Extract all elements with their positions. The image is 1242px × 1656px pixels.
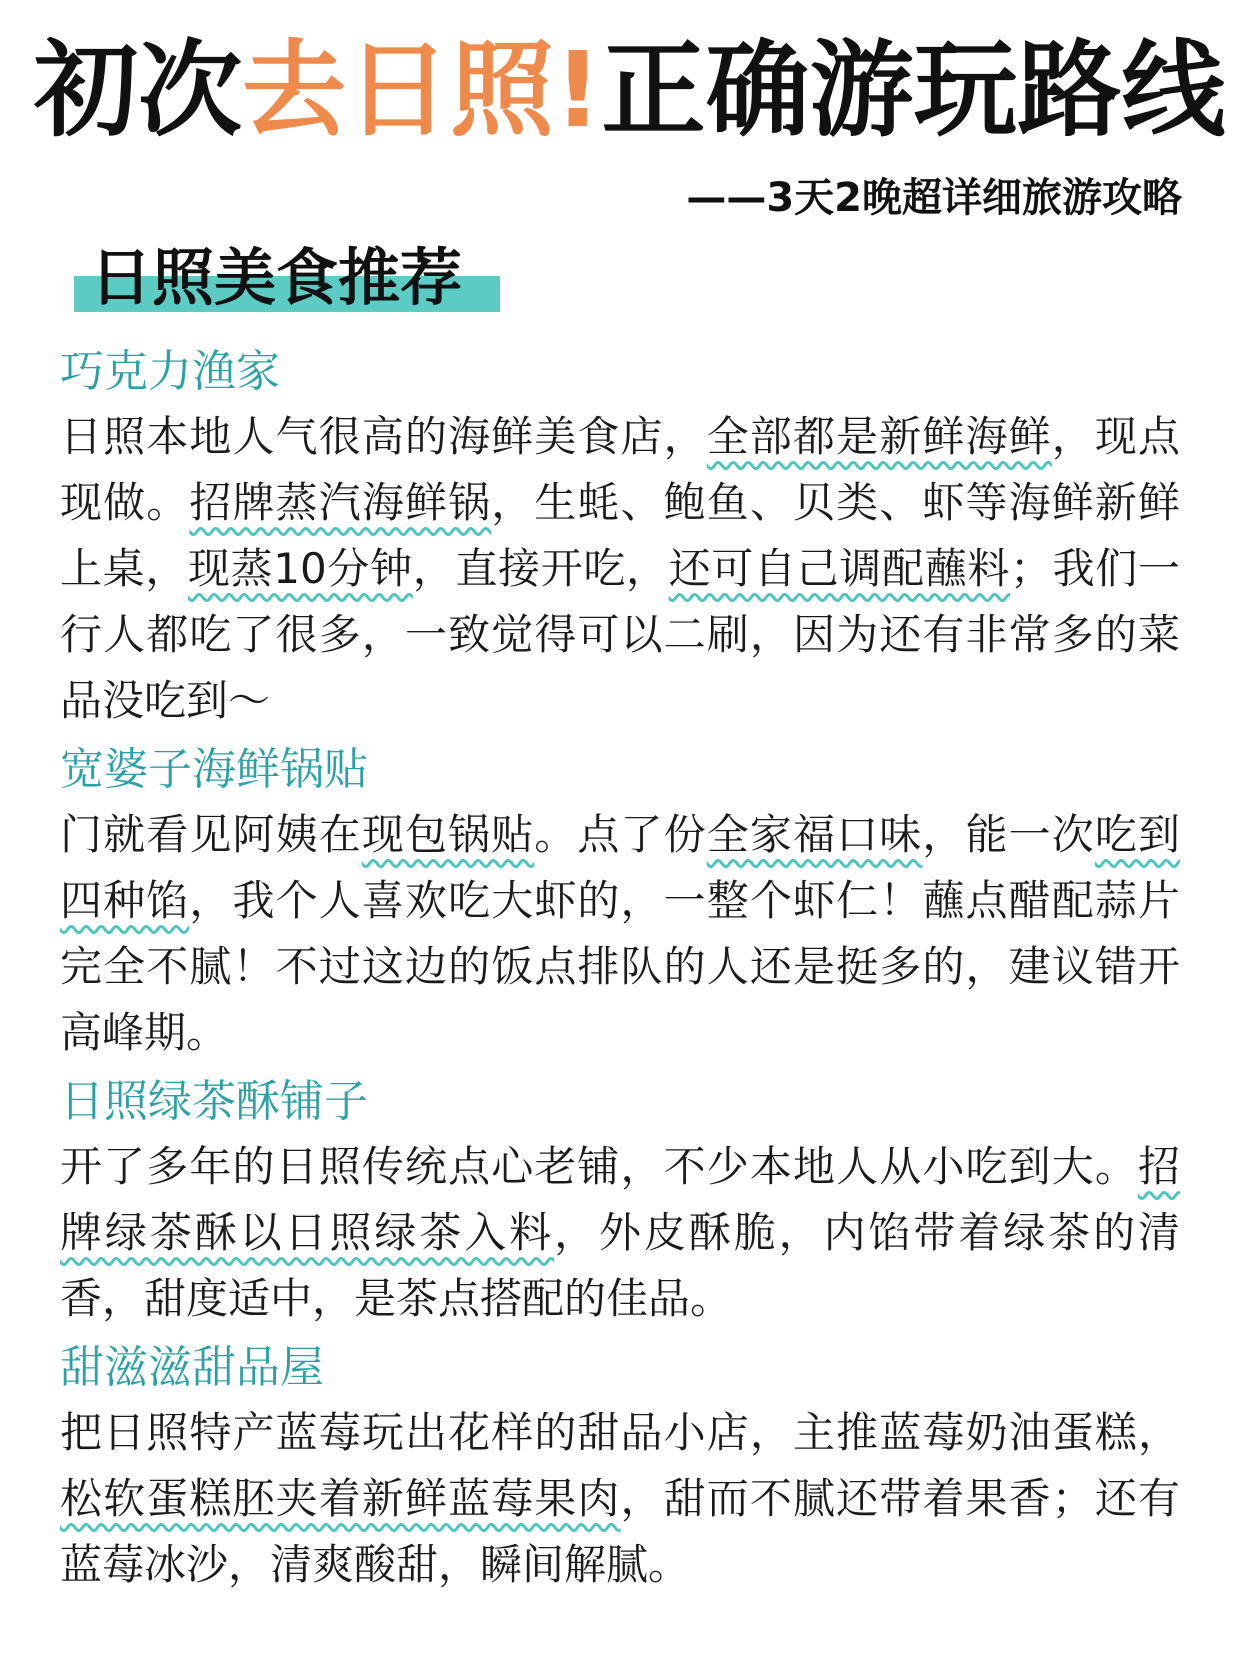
description-text: ，我个人喜欢吃大虾的，一整个虾仁！蘸点醋配蒜片完全不腻！不过这边的饭点排队的人还是挺多的，建议错开高峰期。 xyxy=(60,876,1180,1057)
description-text: ，外皮酥脆，内馅带着绿茶的清香，甜度适中，是茶点搭配的佳品。 xyxy=(60,1208,1180,1323)
food-item-description xyxy=(60,404,1180,734)
food-item-description xyxy=(60,1400,1180,1598)
highlighted-phrase: 现包锅贴 xyxy=(361,810,535,859)
highlighted-phrase: 吃到四种馅 xyxy=(60,810,1180,925)
page-title xyxy=(34,29,1226,151)
highlighted-phrase: 招牌绿茶酥以日照绿茶入料 xyxy=(60,1142,1180,1257)
description-text: ；我们一行人都吃了很多，一致觉得可以二刷，因为还有非常多的菜品没吃到～ xyxy=(60,544,1180,725)
description-text: 门就看见阿姨在 xyxy=(60,810,362,859)
food-item-name: 甜滋滋甜品屋 xyxy=(60,1342,324,1393)
highlighted-phrase: 还可自己调配蘸料 xyxy=(668,544,1010,593)
food-item-name: 巧克力渔家 xyxy=(60,346,280,397)
description-text: 日照本地人气很高的海鲜美食店， xyxy=(60,412,707,461)
description-text: 。点了份 xyxy=(534,810,707,859)
highlighted-phrase: 全家福口味 xyxy=(706,810,923,859)
food-list xyxy=(60,340,1180,1602)
description-text: 把日照特产蓝莓玩出花样的甜品小店，主推蓝莓奶油蛋糕， xyxy=(60,1408,1180,1457)
highlighted-phrase: 现蒸10分钟 xyxy=(187,544,413,593)
food-item xyxy=(60,1070,1180,1332)
description-text: 开了多年的日照传统点心老铺，不少本地人从小吃到大。 xyxy=(60,1142,1138,1191)
description-text: ，甜而不腻还带着果香；还有蓝莓冰沙，清爽酸甜，瞬间解腻。 xyxy=(60,1474,1180,1589)
page-subtitle: ——3天2晚超详细旅游攻略 xyxy=(686,175,1182,221)
food-item xyxy=(60,340,1180,734)
section-heading-text: 日照美食推荐 xyxy=(90,241,463,314)
highlighted-phrase: 松软蛋糕胚夹着新鲜蓝莓果肉 xyxy=(60,1474,621,1523)
title-prefix: 初次 xyxy=(34,29,243,151)
food-item xyxy=(60,1336,1180,1598)
highlighted-phrase: 招牌蒸汽海鲜锅 xyxy=(189,478,492,527)
description-text: ，生蚝、鲍鱼、贝类、虾等海鲜新鲜上桌， xyxy=(60,478,1180,593)
title-highlight: 去日照! xyxy=(242,29,602,151)
food-item-name: 宽婆子海鲜锅贴 xyxy=(60,744,368,795)
food-item-name: 日照绿茶酥铺子 xyxy=(60,1076,368,1127)
section-heading xyxy=(74,240,500,320)
food-item-description xyxy=(60,802,1180,1066)
description-text: ，能一次 xyxy=(922,810,1095,859)
title-suffix: 正确游玩路线 xyxy=(601,29,1226,151)
food-item-description xyxy=(60,1134,1180,1332)
food-item xyxy=(60,738,1180,1066)
description-text: ，直接开吃， xyxy=(412,544,669,593)
description-text: ，现点现做。 xyxy=(60,412,1180,527)
highlighted-phrase: 全部都是新鲜海鲜 xyxy=(706,412,1052,461)
